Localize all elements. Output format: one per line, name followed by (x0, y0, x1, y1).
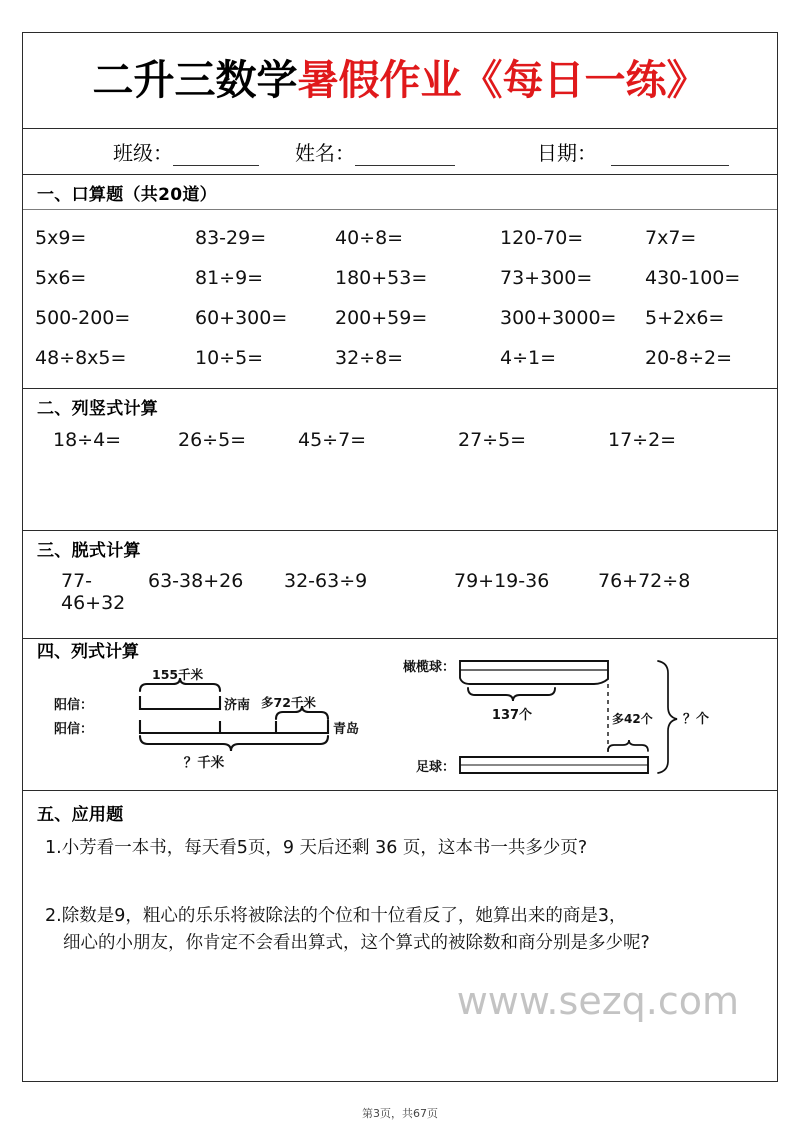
vertical-calc-item: 17÷2= (608, 429, 677, 451)
expression-item: 32-63÷9 (284, 570, 368, 592)
calc-item: 81÷9= (195, 267, 264, 289)
class-input-line[interactable] (173, 148, 259, 166)
title-part-black: 二升三数学 (92, 56, 298, 104)
distance-row2-label: 阳信： (53, 722, 93, 737)
diagram-distance (140, 678, 328, 751)
calc-item: 83-29= (195, 227, 267, 249)
calc-item: 300+3000= (500, 307, 617, 329)
student-info-row (23, 129, 777, 175)
calc-item: 73+300= (500, 267, 593, 289)
expression-item: 63-38+26 (148, 570, 244, 592)
section-3-body (23, 531, 777, 639)
word-problem-diagrams-svg (23, 639, 777, 791)
calc-item: 32÷8= (335, 347, 404, 369)
name-input-line[interactable] (355, 148, 455, 166)
calc-item: 48÷8x5= (35, 347, 127, 369)
vertical-calc-row (23, 423, 777, 451)
date-label: 日期： (537, 141, 597, 165)
expression-item: 76+72÷8 (598, 570, 691, 592)
section-3-heading: 三、脱式计算 (37, 541, 141, 561)
section-4-diagrams (23, 639, 777, 791)
section-5-heading: 五、应用题 (37, 805, 124, 825)
word-problem-2-line1: 2.除数是9，粗心的乐乐将被除法的个位和十位看反了，她算出来的商是3， (45, 906, 627, 927)
calc-item: 5+2x6= (645, 307, 725, 329)
distance-row1-label: 阳信： (53, 698, 93, 713)
calc-item: 5x9= (35, 227, 87, 249)
calc-item: 40÷8= (335, 227, 404, 249)
word-problem-2-line2: 细心的小朋友，你肯定不会看出算式，这个算式的被除数和商分别是多少呢? (63, 932, 650, 953)
calc-item: 500-200= (35, 307, 131, 329)
calc-item: 4÷1= (500, 347, 557, 369)
football-unknown-label: ？个 (683, 712, 710, 727)
word-problem-2 (23, 861, 777, 956)
word-problem-1: 1.小芳看一本书，每天看5页，9 天后还剩 36 页，这本书一共多少页? (45, 838, 588, 858)
section-5-body (23, 791, 777, 981)
name-label: 姓名： (295, 141, 355, 165)
date-input-line[interactable] (611, 148, 729, 166)
oral-calc-row (23, 298, 777, 338)
title-band (23, 33, 777, 129)
calc-item: 200+59= (335, 307, 428, 329)
calc-item: 430-100= (645, 267, 741, 289)
calc-item: 10÷5= (195, 347, 264, 369)
calc-item: 60+300= (195, 307, 288, 329)
calc-item: 120-70= (500, 227, 584, 249)
vertical-calc-item: 18÷4= (53, 429, 122, 451)
distance-row1-end-label: 济南 (224, 698, 251, 713)
section-2-heading: 二、列竖式计算 (37, 399, 159, 419)
page-footer: 第3页，共67页 (362, 1107, 438, 1120)
oral-calc-row (23, 338, 777, 378)
section-4-heading: 四、列式计算 (37, 642, 139, 662)
name-field-group (295, 137, 455, 166)
worksheet-frame (22, 32, 778, 1082)
distance-row2-end-label: 青岛 (333, 722, 360, 737)
class-label: 班级： (113, 141, 173, 165)
expression-item: 77-46+32 (61, 570, 126, 614)
page-title (92, 56, 708, 104)
rugby-label: 橄榄球： (402, 660, 455, 675)
site-watermark: www.sezq.com (456, 979, 739, 1023)
expression-item: 79+19-36 (454, 570, 550, 592)
vertical-calc-item: 26÷5= (178, 429, 247, 451)
vertical-calc-item: 27÷5= (458, 429, 527, 451)
football-label: 足球： (415, 760, 455, 775)
calc-item: 5x6= (35, 267, 87, 289)
vertical-calc-item: 45÷7= (298, 429, 367, 451)
section-2-body (23, 389, 777, 531)
class-field-group (113, 137, 259, 166)
oral-calc-row (23, 258, 777, 298)
section-1-heading: 一、口算题（共20道） (23, 175, 777, 210)
distance-extra-label: 多72千米 (261, 695, 316, 710)
difference-label: 多42个 (612, 712, 653, 726)
distance-unknown-label: ？千米 (183, 755, 225, 771)
section-1-body (23, 210, 777, 389)
distance-top-bracket-label: 155千米 (152, 667, 204, 682)
calc-item: 180+53= (335, 267, 428, 289)
section-4-body (23, 639, 777, 791)
oral-calc-row (23, 218, 777, 258)
calc-item: 7x7= (645, 227, 697, 249)
calc-item: 20-8÷2= (645, 347, 733, 369)
title-part-red: 暑假作业《每日一练》 (297, 56, 708, 104)
date-field-group (537, 137, 729, 166)
expression-calc-row (23, 565, 777, 614)
rugby-count-label: 137个 (491, 708, 533, 723)
